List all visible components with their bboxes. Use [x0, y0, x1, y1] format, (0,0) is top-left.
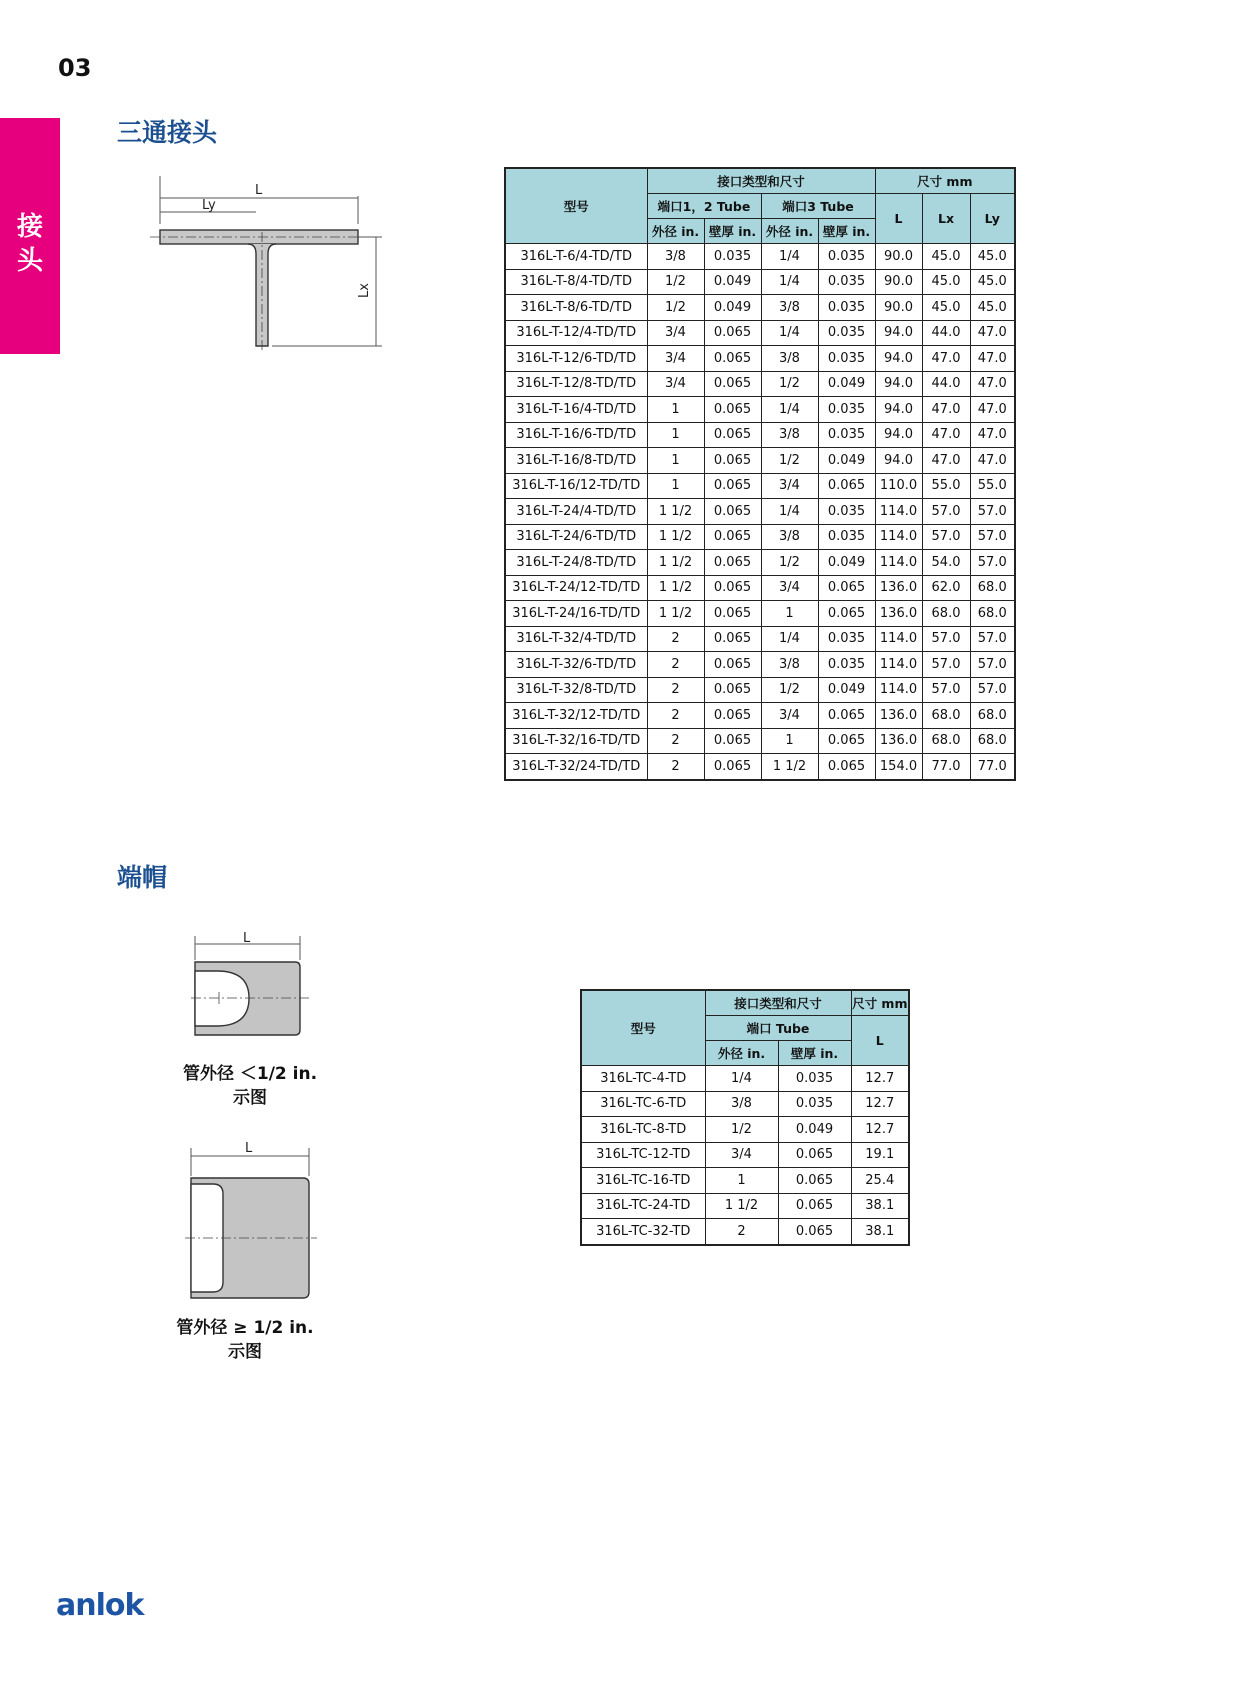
tee-table-row-cell: 94.0 [875, 422, 922, 448]
cap-table-row-cell: 0.065 [778, 1142, 851, 1168]
cap-table-row-cell: 0.049 [778, 1117, 851, 1143]
cap-table-row-cell: 12.7 [851, 1091, 909, 1117]
cap-table-row-cell: 316L-TC-32-TD [581, 1219, 705, 1245]
tee-table-row-cell: 77.0 [970, 754, 1015, 780]
tee-table-row-cell: 94.0 [875, 371, 922, 397]
tee-table-row-cell: 114.0 [875, 626, 922, 652]
tee-table-row-cell: 55.0 [922, 473, 970, 499]
tee-table-row-cell: 316L-T-8/4-TD/TD [505, 269, 647, 295]
tee-table-row [505, 626, 1015, 652]
tee-table-row-cell: 68.0 [970, 728, 1015, 754]
cap-large-diagram [185, 1140, 325, 1300]
tee-table-row-cell: 57.0 [970, 499, 1015, 525]
tee-header-model: 型号 [505, 168, 647, 244]
tee-table-row [505, 728, 1015, 754]
tee-table-row [505, 295, 1015, 321]
tee-header-port-group: 接口类型和尺寸 [647, 168, 875, 194]
tee-table-row [505, 397, 1015, 423]
cap-table-row-cell: 316L-TC-8-TD [581, 1117, 705, 1143]
tee-table-row-cell: 0.065 [704, 652, 761, 678]
cap-large-caption-line2: 示图 [228, 1342, 262, 1362]
cap-table-row-cell: 12.7 [851, 1066, 909, 1092]
tee-table-row-cell: 3/8 [761, 346, 818, 372]
tee-table-row-cell: 0.049 [818, 448, 875, 474]
tee-table-row-cell: 136.0 [875, 575, 922, 601]
cap-header-dim-group: 尺寸 mm [851, 990, 909, 1016]
tee-table-row-cell: 136.0 [875, 703, 922, 729]
tee-table-row-cell: 0.065 [704, 448, 761, 474]
tee-label-L: L [255, 183, 263, 198]
cap-table-row-cell: 0.065 [778, 1193, 851, 1219]
cap-table-row [581, 1142, 909, 1168]
tee-table-row [505, 652, 1015, 678]
tee-header-L: L [875, 194, 922, 244]
cap-table-row-cell: 316L-TC-4-TD [581, 1066, 705, 1092]
tee-table-row-cell: 57.0 [970, 524, 1015, 550]
tee-table-row-cell: 1 [647, 473, 704, 499]
cap-table-row-cell: 38.1 [851, 1219, 909, 1245]
tee-table-row-cell: 0.065 [818, 601, 875, 627]
cap-header-od: 外径 in. [705, 1041, 778, 1066]
tee-table-row-cell: 0.065 [818, 575, 875, 601]
tee-table-row-cell: 45.0 [970, 244, 1015, 270]
tee-table-row-cell: 47.0 [970, 397, 1015, 423]
tee-table-row-cell: 316L-T-32/16-TD/TD [505, 728, 647, 754]
tee-table-row-cell: 47.0 [922, 422, 970, 448]
tee-table-row-cell: 45.0 [970, 295, 1015, 321]
tee-table-row-cell: 47.0 [970, 346, 1015, 372]
tee-table-row-cell: 1/4 [761, 626, 818, 652]
cap-table-row-cell: 38.1 [851, 1193, 909, 1219]
cap-large-label-L: L [245, 1141, 253, 1156]
cap-small-label-L: L [243, 931, 251, 946]
cap-table-row-cell: 316L-TC-6-TD [581, 1091, 705, 1117]
tee-table-row-cell: 0.035 [818, 244, 875, 270]
tee-table-row-cell: 54.0 [922, 550, 970, 576]
tee-table-row-cell: 1/2 [761, 550, 818, 576]
tee-table-row [505, 601, 1015, 627]
tee-table-row-cell: 0.049 [818, 550, 875, 576]
tee-table-row-cell: 0.065 [704, 754, 761, 780]
tee-table-row-cell: 0.035 [818, 524, 875, 550]
tee-table-row-cell: 1 1/2 [647, 499, 704, 525]
page-number: 03 [58, 54, 92, 82]
tee-table-row-cell: 57.0 [970, 652, 1015, 678]
tee-table-row-cell: 1 [761, 728, 818, 754]
tee-table-row-cell: 0.049 [818, 677, 875, 703]
tee-table-row-cell: 114.0 [875, 524, 922, 550]
tee-table-row-cell: 47.0 [970, 320, 1015, 346]
tee-table-row-cell: 90.0 [875, 244, 922, 270]
tee-table-row-cell: 136.0 [875, 601, 922, 627]
tee-table-row-cell: 0.065 [818, 754, 875, 780]
tee-table-row-cell: 1 1/2 [761, 754, 818, 780]
tee-table-row-cell: 316L-T-16/12-TD/TD [505, 473, 647, 499]
tee-table-row [505, 269, 1015, 295]
tee-table-row-cell: 0.065 [704, 524, 761, 550]
tee-diagram [150, 176, 390, 356]
cap-table-row [581, 1091, 909, 1117]
tee-table-row-cell: 0.035 [818, 295, 875, 321]
tee-table-row-cell: 0.065 [818, 703, 875, 729]
tee-table-row-cell: 0.035 [818, 397, 875, 423]
tee-table-row [505, 448, 1015, 474]
tee-table-row-cell: 2 [647, 754, 704, 780]
tee-table-row-cell: 316L-T-16/6-TD/TD [505, 422, 647, 448]
side-tab-char-1: 接 [16, 212, 43, 242]
tee-table-row-cell: 0.049 [704, 295, 761, 321]
tee-table-row-cell: 316L-T-8/6-TD/TD [505, 295, 647, 321]
cap-table-row-cell: 3/8 [705, 1091, 778, 1117]
cap-table-row-cell: 0.035 [778, 1066, 851, 1092]
tee-table-row-cell: 0.035 [818, 269, 875, 295]
tee-table-row-cell: 3/4 [761, 575, 818, 601]
tee-table-row-cell: 0.035 [704, 244, 761, 270]
tee-table-row-cell: 110.0 [875, 473, 922, 499]
tee-table-row-cell: 94.0 [875, 346, 922, 372]
cap-table-row-cell: 316L-TC-24-TD [581, 1193, 705, 1219]
tee-table-row-cell: 1 [647, 397, 704, 423]
cap-table-row [581, 1193, 909, 1219]
tee-table-row-cell: 57.0 [970, 550, 1015, 576]
tee-table-row-cell: 45.0 [970, 269, 1015, 295]
tee-table-row-cell: 68.0 [922, 728, 970, 754]
tee-table-row-cell: 0.065 [704, 728, 761, 754]
tee-table-row-cell: 3/4 [761, 473, 818, 499]
tee-table-row-cell: 47.0 [922, 397, 970, 423]
tee-label-Lx: Lx [357, 283, 372, 298]
tee-table-row-cell: 44.0 [922, 320, 970, 346]
tee-table-row-cell: 0.035 [818, 320, 875, 346]
cap-large-caption [170, 1316, 320, 1364]
tee-table-row-cell: 114.0 [875, 550, 922, 576]
cap-table-row-cell: 1/4 [705, 1066, 778, 1092]
tee-table-row-cell: 0.065 [704, 677, 761, 703]
cap-table-row-cell: 1/2 [705, 1117, 778, 1143]
tee-table-row [505, 244, 1015, 270]
tee-table-row-cell: 1/2 [647, 269, 704, 295]
tee-table-row-cell: 316L-T-32/4-TD/TD [505, 626, 647, 652]
tee-table-row-cell: 114.0 [875, 652, 922, 678]
tee-table-row-cell: 77.0 [922, 754, 970, 780]
tee-spec-table [504, 167, 1016, 781]
cap-table-row-cell: 19.1 [851, 1142, 909, 1168]
tee-table-row-cell: 90.0 [875, 269, 922, 295]
cap-small-caption-line1: 管外径 ＜1/2 in. [182, 1064, 318, 1084]
tee-table-row-cell: 316L-T-24/8-TD/TD [505, 550, 647, 576]
tee-table-row-cell: 47.0 [970, 371, 1015, 397]
tee-table-row-cell: 316L-T-16/8-TD/TD [505, 448, 647, 474]
tee-table-row [505, 703, 1015, 729]
tee-table-row-cell: 0.065 [704, 320, 761, 346]
tee-table-row [505, 575, 1015, 601]
tee-table-row-cell: 316L-T-16/4-TD/TD [505, 397, 647, 423]
tee-table-row-cell: 316L-T-32/8-TD/TD [505, 677, 647, 703]
tee-table-row-cell: 57.0 [922, 499, 970, 525]
tee-table-row-cell: 136.0 [875, 728, 922, 754]
tee-table-row-cell: 114.0 [875, 499, 922, 525]
cap-table-row-cell: 25.4 [851, 1168, 909, 1194]
tee-table-row-cell: 57.0 [922, 626, 970, 652]
cap-table-row [581, 1066, 909, 1092]
tee-table-row-cell: 0.065 [704, 703, 761, 729]
cap-table-row-cell: 0.035 [778, 1091, 851, 1117]
tee-table-row-cell: 45.0 [922, 269, 970, 295]
tee-table-row-cell: 1 [647, 422, 704, 448]
tee-table-row-cell: 68.0 [922, 601, 970, 627]
cap-table-row-cell: 0.065 [778, 1168, 851, 1194]
tee-table-row-cell: 1/4 [761, 499, 818, 525]
tee-table-row-cell: 1 1/2 [647, 524, 704, 550]
tee-table-row-cell: 0.065 [704, 473, 761, 499]
tee-table-row-cell: 62.0 [922, 575, 970, 601]
tee-table-row-cell: 90.0 [875, 295, 922, 321]
tee-table-row-cell: 1 1/2 [647, 575, 704, 601]
cap-header-port: 端口 Tube [705, 1016, 851, 1041]
cap-table-row-cell: 0.065 [778, 1219, 851, 1245]
cap-section-title: 端帽 [117, 863, 168, 892]
cap-header-model: 型号 [581, 990, 705, 1066]
tee-table-row-cell: 1 [647, 448, 704, 474]
cap-table-row-cell: 2 [705, 1219, 778, 1245]
tee-table-row-cell: 316L-T-6/4-TD/TD [505, 244, 647, 270]
side-category-tab [0, 118, 60, 354]
cap-small-diagram [185, 930, 315, 1040]
tee-table-row-cell: 316L-T-12/8-TD/TD [505, 371, 647, 397]
tee-section-title: 三通接头 [117, 118, 218, 147]
tee-table-row-cell: 3/4 [647, 346, 704, 372]
tee-table-row-cell: 94.0 [875, 397, 922, 423]
tee-table-row-cell: 47.0 [922, 448, 970, 474]
tee-table-row-cell: 0.049 [818, 371, 875, 397]
tee-table-row-cell: 0.065 [704, 422, 761, 448]
tee-table-row-cell: 57.0 [970, 677, 1015, 703]
tee-table-row-cell: 47.0 [970, 448, 1015, 474]
tee-table-row-cell: 57.0 [922, 677, 970, 703]
cap-table-row-cell: 316L-TC-12-TD [581, 1142, 705, 1168]
tee-table-row-cell: 68.0 [970, 703, 1015, 729]
tee-table-row-cell: 3/8 [761, 652, 818, 678]
tee-table-row-cell: 68.0 [970, 575, 1015, 601]
tee-table-row-cell: 3/8 [647, 244, 704, 270]
tee-table-row-cell: 0.065 [704, 371, 761, 397]
tee-table-row-cell: 0.035 [818, 346, 875, 372]
tee-table-row-cell: 0.035 [818, 626, 875, 652]
tee-table-row-cell: 316L-T-32/6-TD/TD [505, 652, 647, 678]
tee-table-row-cell: 0.065 [704, 499, 761, 525]
tee-header-wall-1: 壁厚 in. [704, 219, 761, 244]
tee-table-row-cell: 2 [647, 703, 704, 729]
cap-table-row-cell: 1 [705, 1168, 778, 1194]
tee-table-row-cell: 316L-T-24/16-TD/TD [505, 601, 647, 627]
cap-table-row [581, 1117, 909, 1143]
tee-table-row-cell: 47.0 [970, 422, 1015, 448]
tee-table-row [505, 677, 1015, 703]
side-tab-char-2: 头 [16, 246, 43, 276]
tee-table-row-cell: 44.0 [922, 371, 970, 397]
tee-table-row-cell: 0.065 [704, 601, 761, 627]
tee-table-row-cell: 1/2 [761, 677, 818, 703]
tee-table-row-cell: 316L-T-24/6-TD/TD [505, 524, 647, 550]
tee-table-row-cell: 316L-T-32/24-TD/TD [505, 754, 647, 780]
tee-table-row-cell: 1 1/2 [647, 601, 704, 627]
tee-table-row-cell: 45.0 [922, 244, 970, 270]
tee-table-row-cell: 55.0 [970, 473, 1015, 499]
tee-table-row-cell: 1/4 [761, 320, 818, 346]
tee-label-Ly: Ly [202, 198, 216, 213]
cap-header-port-group: 接口类型和尺寸 [705, 990, 851, 1016]
tee-table-row-cell: 0.065 [704, 550, 761, 576]
tee-table-row-cell: 3/8 [761, 422, 818, 448]
tee-table-row-cell: 0.035 [818, 422, 875, 448]
tee-table-row-cell: 316L-T-32/12-TD/TD [505, 703, 647, 729]
tee-table-row-cell: 0.035 [818, 652, 875, 678]
tee-table-row-cell: 3/4 [647, 320, 704, 346]
tee-table-row-cell: 3/8 [761, 295, 818, 321]
cap-table-row [581, 1168, 909, 1194]
tee-table-row-cell: 57.0 [922, 524, 970, 550]
tee-header-dim-group: 尺寸 mm [875, 168, 1015, 194]
tee-table-row-cell: 1/2 [647, 295, 704, 321]
tee-table-row-cell: 57.0 [970, 626, 1015, 652]
tee-table-row-cell: 2 [647, 652, 704, 678]
tee-table-row-cell: 1/2 [761, 448, 818, 474]
tee-table-row-cell: 1 [761, 601, 818, 627]
cap-table-row-cell: 316L-TC-16-TD [581, 1168, 705, 1194]
tee-table-row-cell: 0.065 [818, 728, 875, 754]
cap-table-row [581, 1219, 909, 1245]
tee-table-row-cell: 316L-T-24/12-TD/TD [505, 575, 647, 601]
cap-header-wall: 壁厚 in. [778, 1041, 851, 1066]
brand-logo: anlok [56, 1588, 144, 1623]
tee-table-row [505, 320, 1015, 346]
tee-table-row-cell: 68.0 [922, 703, 970, 729]
tee-header-od-3: 外径 in. [761, 219, 818, 244]
tee-table-row-cell: 1/2 [761, 371, 818, 397]
tee-table-row [505, 499, 1015, 525]
tee-table-row-cell: 68.0 [970, 601, 1015, 627]
tee-table-row-cell: 0.065 [704, 626, 761, 652]
tee-table-row-cell: 0.065 [704, 397, 761, 423]
tee-header-Lx: Lx [922, 194, 970, 244]
tee-table-row-cell: 3/4 [761, 703, 818, 729]
tee-table-row-cell: 47.0 [922, 346, 970, 372]
tee-table-row [505, 473, 1015, 499]
tee-table-row-cell: 57.0 [922, 652, 970, 678]
tee-table-row-cell: 1 1/2 [647, 550, 704, 576]
cap-spec-table [580, 989, 910, 1246]
tee-header-Ly: Ly [970, 194, 1015, 244]
tee-header-od-1: 外径 in. [647, 219, 704, 244]
tee-table-row-cell: 94.0 [875, 320, 922, 346]
tee-table-row-cell: 0.065 [704, 346, 761, 372]
tee-table-row-cell: 0.065 [704, 575, 761, 601]
cap-small-caption [175, 1062, 325, 1110]
tee-table-row-cell: 1/4 [761, 244, 818, 270]
tee-header-wall-3: 壁厚 in. [818, 219, 875, 244]
cap-small-caption-line2: 示图 [233, 1088, 267, 1108]
cap-table-row-cell: 3/4 [705, 1142, 778, 1168]
cap-table-row-cell: 1 1/2 [705, 1193, 778, 1219]
tee-table-row-cell: 0.049 [704, 269, 761, 295]
tee-table-row-cell: 3/4 [647, 371, 704, 397]
tee-table-row-cell: 154.0 [875, 754, 922, 780]
tee-table-row-cell: 0.065 [818, 473, 875, 499]
cap-large-caption-line1: 管外径 ≥ 1/2 in. [176, 1318, 314, 1338]
cap-header-L: L [851, 1016, 909, 1066]
tee-table-row-cell: 114.0 [875, 677, 922, 703]
tee-table-row-cell: 0.035 [818, 499, 875, 525]
tee-table-row [505, 754, 1015, 780]
tee-table-row-cell: 3/8 [761, 524, 818, 550]
tee-table-row-cell: 1/4 [761, 397, 818, 423]
tee-table-row-cell: 2 [647, 677, 704, 703]
tee-table-row [505, 371, 1015, 397]
tee-table-row-cell: 94.0 [875, 448, 922, 474]
tee-table-row-cell: 316L-T-24/4-TD/TD [505, 499, 647, 525]
tee-table-row-cell: 45.0 [922, 295, 970, 321]
tee-table-row-cell: 1/4 [761, 269, 818, 295]
tee-header-port12: 端口1，2 Tube [647, 194, 761, 219]
tee-table-row [505, 422, 1015, 448]
tee-table-row [505, 346, 1015, 372]
tee-table-row [505, 550, 1015, 576]
tee-header-port3: 端口3 Tube [761, 194, 875, 219]
tee-table-row-cell: 2 [647, 626, 704, 652]
tee-table-row [505, 524, 1015, 550]
cap-table-row-cell: 12.7 [851, 1117, 909, 1143]
tee-table-row-cell: 2 [647, 728, 704, 754]
tee-table-row-cell: 316L-T-12/4-TD/TD [505, 320, 647, 346]
tee-table-row-cell: 316L-T-12/6-TD/TD [505, 346, 647, 372]
